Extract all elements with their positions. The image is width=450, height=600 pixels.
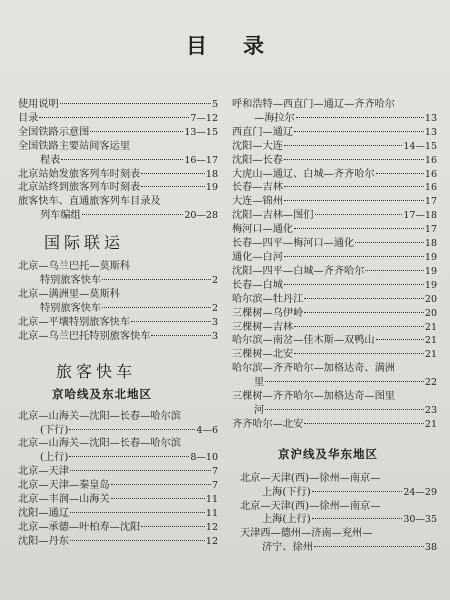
region-east-heading: 京沪线及华东地区 (278, 446, 378, 461)
toc-entry (18, 521, 218, 535)
dot-leader (312, 491, 403, 492)
dot-leader (111, 484, 211, 485)
toc-entry (240, 527, 437, 555)
toc-entry-title: 通化—白河 (232, 251, 283, 263)
toc-entry-title: 天津西—德州—济南—兖州— (240, 528, 373, 540)
toc-entry-title: 上海(下行) (262, 486, 311, 498)
region-east-list (232, 472, 437, 555)
toc-entry (18, 168, 218, 182)
toc-entry (18, 330, 218, 344)
toc-entry (18, 410, 218, 438)
toc-page-number: 7—12 (190, 112, 218, 124)
toc-page-number: 7 (211, 466, 218, 478)
toc-page-number: 16 (424, 154, 437, 166)
toc-entry-title: 三棵树—齐齐哈尔—加格达奇—图里 (232, 391, 395, 403)
dot-leader (61, 159, 183, 160)
toc-entry-title: 沈阳—长春 (232, 154, 283, 166)
toc-entry-title: 北京—天津—秦皇岛 (18, 480, 110, 492)
toc-entry (232, 279, 437, 293)
toc-entry-title: 旅客快车、直通旅客列车目录及 (18, 196, 161, 208)
toc-entry-title: 北京—山海关—沈阳—长春—哈尔滨 (18, 438, 181, 450)
region-northeast-list (18, 410, 218, 549)
dot-leader (70, 512, 205, 513)
toc-entry-title: 特别旅客快车 (40, 275, 102, 287)
dot-leader (314, 546, 424, 547)
toc-page-number: 20—28 (184, 210, 218, 222)
toc-entry (232, 126, 437, 140)
dot-leader (284, 159, 424, 160)
toc-page-number: 11 (205, 494, 218, 506)
toc-page-number: 17 (424, 224, 437, 236)
toc-entry (18, 437, 218, 465)
toc-page-number: 2 (211, 275, 218, 287)
toc-entry-title: 三棵树—乌伊岭 (232, 307, 304, 319)
toc-page-number: 38 (424, 542, 437, 554)
toc-entry (232, 265, 437, 279)
toc-entry-title: 使用说明 (18, 99, 59, 110)
toc-page-number: 21 (424, 349, 437, 361)
toc-entry (232, 251, 437, 265)
toc-entry (232, 98, 437, 126)
toc-page-number: 14—15 (403, 140, 437, 152)
toc-entry (18, 195, 218, 223)
dot-leader (304, 298, 424, 299)
toc-page-number: 23 (424, 404, 437, 416)
toc-entry (232, 418, 437, 432)
toc-page-number: 11 (205, 507, 218, 519)
toc-entry-title: 沈阳—四平—白城—齐齐哈尔 (232, 265, 365, 277)
toc-entry-title: 沈阳—丹东 (18, 535, 69, 547)
toc-entry-title: 济宁、徐州 (262, 542, 313, 554)
toc-entry (18, 126, 218, 140)
toc-page-number: 19 (424, 251, 437, 263)
dot-leader (294, 326, 424, 327)
dot-leader (284, 186, 424, 187)
toc-page-number: 3 (211, 330, 218, 342)
dot-leader (60, 103, 211, 104)
toc-entry-title: 沈阳—大连 (232, 140, 283, 152)
toc-entry-title: 呼和浩特—西直门—通辽—齐齐哈尔 (232, 99, 395, 110)
toc-entry-title: 列车编组 (40, 210, 81, 222)
general-section (18, 98, 218, 223)
toc-entry-title: 北京—承德—叶柏寿—沈阳 (18, 521, 141, 533)
dot-leader (315, 214, 403, 215)
toc-entry (232, 390, 437, 418)
toc-page-number: 18 (205, 168, 218, 180)
dot-leader (296, 117, 424, 118)
toc-entry-title: 沈阳—通辽 (18, 507, 69, 519)
toc-page-number: 12 (205, 535, 218, 547)
toc-entry (18, 112, 218, 126)
toc-entry-title: 北京站终到旅客列车时刻表 (18, 182, 141, 194)
dot-leader (90, 131, 183, 132)
toc-page-number: 13—15 (184, 126, 218, 138)
toc-page-number: 16 (424, 168, 437, 180)
toc-entry (18, 140, 218, 168)
toc-entry (18, 98, 218, 112)
toc-page-number: 19 (424, 265, 437, 277)
dot-leader (69, 456, 189, 457)
intl-heading: 国际联运 (44, 233, 125, 253)
toc-entry-title: (下行) (40, 424, 69, 436)
toc-entry (240, 472, 437, 500)
toc-page-number: 12 (205, 521, 218, 533)
toc-page-number: 13 (424, 126, 437, 138)
toc-entry-title: 里 (254, 377, 265, 389)
page-title: 目录 (186, 34, 300, 58)
dot-leader (141, 173, 205, 174)
toc-page-number: 16—17 (184, 154, 218, 166)
dot-leader (102, 307, 211, 308)
toc-entry (232, 195, 437, 209)
toc-entry-title: 沈阳—吉林—图们 (232, 210, 314, 222)
toc-entry-title: 三棵树—北安 (232, 349, 294, 361)
toc-entry-title: 目录 (18, 112, 39, 124)
toc-entry-title: 哈尔滨—南岔—佳木斯—双鸭山 (232, 335, 375, 347)
toc-page-number: 30—35 (403, 514, 437, 526)
toc-entry-title: 长春—吉林 (232, 182, 283, 194)
dot-leader (304, 312, 424, 313)
toc-page-number: 21 (424, 335, 437, 347)
toc-entry (232, 154, 437, 168)
dot-leader (284, 145, 402, 146)
toc-page-number: 8—10 (190, 452, 218, 464)
toc-entry-title: 北京—丰润—山海关 (18, 494, 110, 506)
dot-leader (141, 186, 205, 187)
dot-leader (376, 339, 424, 340)
toc-entry (18, 260, 218, 288)
toc-entry (18, 479, 218, 493)
toc-entry-title: 长春—四平—梅河口—通化 (232, 238, 355, 250)
intl-section (18, 260, 218, 343)
toc-entry (18, 535, 218, 549)
dot-leader (39, 117, 189, 118)
toc-entry (18, 507, 218, 521)
dot-leader (294, 131, 424, 132)
toc-entry-title: 北京—山海关—沈阳—长春—哈尔滨 (18, 410, 181, 422)
toc-entry (232, 140, 437, 154)
left-column (18, 98, 218, 549)
toc-entry (232, 307, 437, 321)
toc-entry-title: 哈尔滨—齐齐哈尔—加格达奇、满洲 (232, 363, 395, 375)
right-column (232, 98, 437, 555)
toc-entry-title: 梅河口—通化 (232, 224, 294, 236)
toc-page-number: 13 (424, 112, 437, 124)
dot-leader (304, 423, 424, 424)
toc-page-number: 17 (424, 196, 437, 208)
dot-leader (284, 256, 424, 257)
toc-entry-title: (上行) (40, 452, 69, 464)
region-northeast-continued (232, 98, 437, 432)
dot-leader (131, 321, 211, 322)
dot-leader (82, 214, 184, 215)
toc-entry (240, 500, 437, 528)
toc-page-number: 3 (211, 316, 218, 328)
toc-entry-title: 北京—天津 (18, 466, 69, 478)
dot-leader (294, 353, 424, 354)
toc-page-number: 22 (424, 377, 437, 389)
toc-entry-title: 全国铁路主要站间客运里 (18, 140, 131, 152)
toc-page-number: 21 (424, 321, 437, 333)
toc-entry (232, 362, 437, 390)
toc-entry-title: —海拉尔 (254, 112, 295, 124)
toc-page-number: 7 (211, 480, 218, 492)
toc-entry-title: 西直门—通辽 (232, 126, 294, 138)
toc-entry-title: 上海(上行) (262, 514, 311, 526)
toc-entry (18, 181, 218, 195)
dot-leader (355, 242, 424, 243)
toc-entry (232, 237, 437, 251)
toc-entry-title: 三棵树—吉林 (232, 321, 294, 333)
toc-page-number: 16 (424, 182, 437, 194)
toc-entry (232, 293, 437, 307)
toc-entry (232, 223, 437, 237)
toc-entry-title: 程表 (40, 154, 61, 166)
express-heading: 旅客快车 (56, 361, 137, 381)
toc-page-number: 2 (211, 302, 218, 314)
toc-page-number: 19 (424, 279, 437, 291)
dot-leader (70, 470, 211, 471)
dot-leader (284, 284, 424, 285)
toc-entry (18, 493, 218, 507)
toc-entry (232, 321, 437, 335)
dot-leader (102, 279, 211, 280)
toc-entry-title: 齐齐哈尔—北安 (232, 418, 304, 430)
region-northeast-heading: 京哈线及东北地区 (52, 386, 152, 401)
dot-leader (376, 173, 424, 174)
toc-page-number: 19 (205, 182, 218, 194)
toc-page-number: 17—18 (403, 210, 437, 222)
toc-page-number: 4—6 (196, 424, 218, 436)
toc-entry-title: 北京—平壤特别旅客快车 (18, 316, 131, 328)
dot-leader (284, 200, 424, 201)
toc-entry-title: 河 (254, 404, 265, 416)
toc-entry-title: 全国铁路示意图 (18, 126, 90, 138)
toc-entry (232, 348, 437, 362)
toc-page-number: 5 (211, 99, 218, 110)
dot-leader (365, 270, 423, 271)
dot-leader (111, 498, 205, 499)
toc-entry-title: 北京—乌兰巴托—莫斯科 (18, 261, 131, 273)
toc-entry-title: 北京—天津(西)—徐州—南京— (240, 472, 381, 484)
dot-leader (265, 381, 424, 382)
dot-leader (312, 518, 403, 519)
toc-entry (232, 209, 437, 223)
toc-entry-title: 大虎山—通辽、白城—齐齐哈尔 (232, 168, 375, 180)
toc-entry (232, 334, 437, 348)
toc-entry-title: 北京站始发旅客列车时刻表 (18, 168, 141, 180)
dot-leader (70, 540, 205, 541)
toc-entry-title: 北京—乌兰巴托特别旅客快车 (18, 330, 151, 342)
toc-entry (18, 316, 218, 330)
toc-page-number: 20 (424, 293, 437, 305)
dot-leader (265, 409, 424, 410)
toc-entry-title: 特别旅客快车 (40, 302, 102, 314)
toc-page-number: 18 (424, 238, 437, 250)
dot-leader (151, 335, 211, 336)
toc-page-number: 20 (424, 307, 437, 319)
toc-entry (232, 181, 437, 195)
toc-entry-title: 大连—锦州 (232, 196, 283, 208)
toc-entry-title: 北京—满洲里—莫斯科 (18, 288, 120, 300)
toc-entry (232, 168, 437, 182)
toc-entry (18, 465, 218, 479)
toc-page-number: 21 (424, 418, 437, 430)
toc-entry-title: 北京—天津(西)—徐州—南京— (240, 500, 381, 512)
toc-page-number: 24—29 (403, 486, 437, 498)
dot-leader (69, 429, 195, 430)
toc-entry (18, 288, 218, 316)
toc-entry-title: 哈尔滨—牡丹江 (232, 293, 304, 305)
dot-leader (294, 228, 424, 229)
dot-leader (141, 526, 205, 527)
toc-entry-title: 长春—白城 (232, 279, 283, 291)
